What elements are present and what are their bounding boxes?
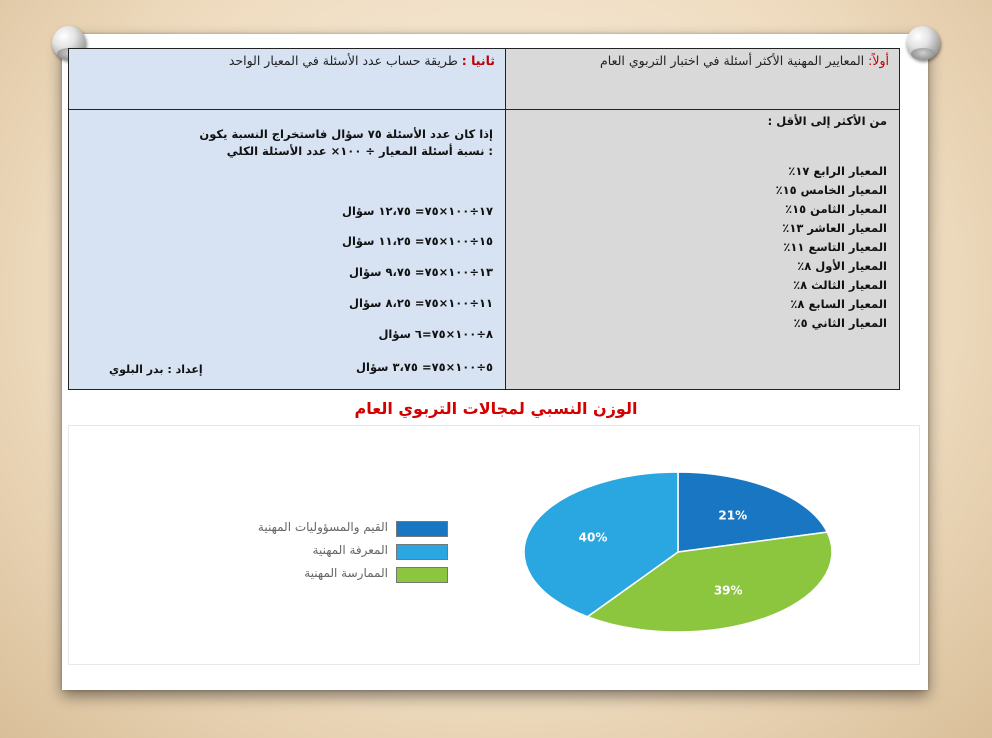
calc-line: ١٧÷١٠٠×٧٥= ١٢،٧٥ سؤال [342, 204, 493, 218]
pie-slice-label: 39% [713, 583, 743, 598]
legend-swatch [396, 521, 448, 537]
legend-swatch [396, 544, 448, 560]
calc-line: ٨÷١٠٠×٧٥=٦ سؤال [378, 327, 493, 341]
standards-cell [505, 110, 899, 389]
legend-item [158, 566, 448, 584]
legend-item [158, 543, 448, 561]
legend-item [158, 520, 448, 538]
list-item: المعيار الخامس ١٥٪ [775, 183, 887, 197]
list-item: المعيار الثامن ١٥٪ [785, 202, 887, 216]
list-item: المعيار التاسع ١١٪ [783, 240, 887, 254]
calc-line: ١٥÷١٠٠×٧٥= ١١،٢٥ سؤال [342, 234, 493, 248]
list-item: المعيار الأول ٨٪ [797, 259, 887, 273]
pie-slice-label: 40% [578, 530, 608, 545]
pie-slice-label: 21% [718, 508, 748, 523]
calc-line: ١١÷١٠٠×٧٥= ٨،٢٥ سؤال [349, 296, 493, 310]
info-table [68, 48, 900, 390]
header-right-lead: أولاً: [868, 53, 889, 68]
calc-intro-2: : نسبة أسئلة المعيار ÷ ١٠٠× عدد الأسئلة الكلي [226, 144, 493, 158]
list-item: المعيار السابع ٨٪ [790, 297, 887, 311]
header-calculation [69, 49, 505, 110]
header-right-text: المعايير المهنية الأكثر أسئلة في اختبار التربوي العام [600, 53, 865, 68]
legend-swatch [396, 567, 448, 583]
header-standards [505, 49, 899, 110]
list-item: المعيار الثالث ٨٪ [793, 278, 887, 292]
legend-label: الممارسة المهنية [304, 566, 388, 580]
list-item: المعيار العاشر ١٣٪ [782, 221, 887, 235]
calc-intro-1: إذا كان عدد الأسئلة ٧٥ سؤال فاستخراج النسبة يكون [199, 127, 493, 141]
calc-line: ١٣÷١٠٠×٧٥= ٩،٧٥ سؤال [349, 265, 493, 279]
list-item: المعيار الثاني ٥٪ [793, 316, 887, 330]
chart-title: الوزن النسبي لمجالات التربوي العام [354, 399, 638, 418]
pushpin-icon [906, 26, 940, 60]
standards-intro: من الأكثر إلى الأقل : [767, 114, 887, 128]
author-credit: إعداد : بدر البلوي [109, 363, 203, 376]
legend-label: القيم والمسؤوليات المهنية [257, 520, 388, 534]
header-left-lead: ثانيا : [461, 53, 495, 68]
list-item: المعيار الرابع ١٧٪ [788, 164, 887, 178]
pie-chart [520, 470, 840, 640]
calc-line: ٥÷١٠٠×٧٥= ٣،٧٥ سؤال [356, 360, 493, 374]
header-left-text: طريقة حساب عدد الأسئلة في المعيار الواحد [228, 53, 458, 68]
legend-label: المعرفة المهنية [312, 543, 388, 557]
calculation-cell [69, 110, 505, 389]
